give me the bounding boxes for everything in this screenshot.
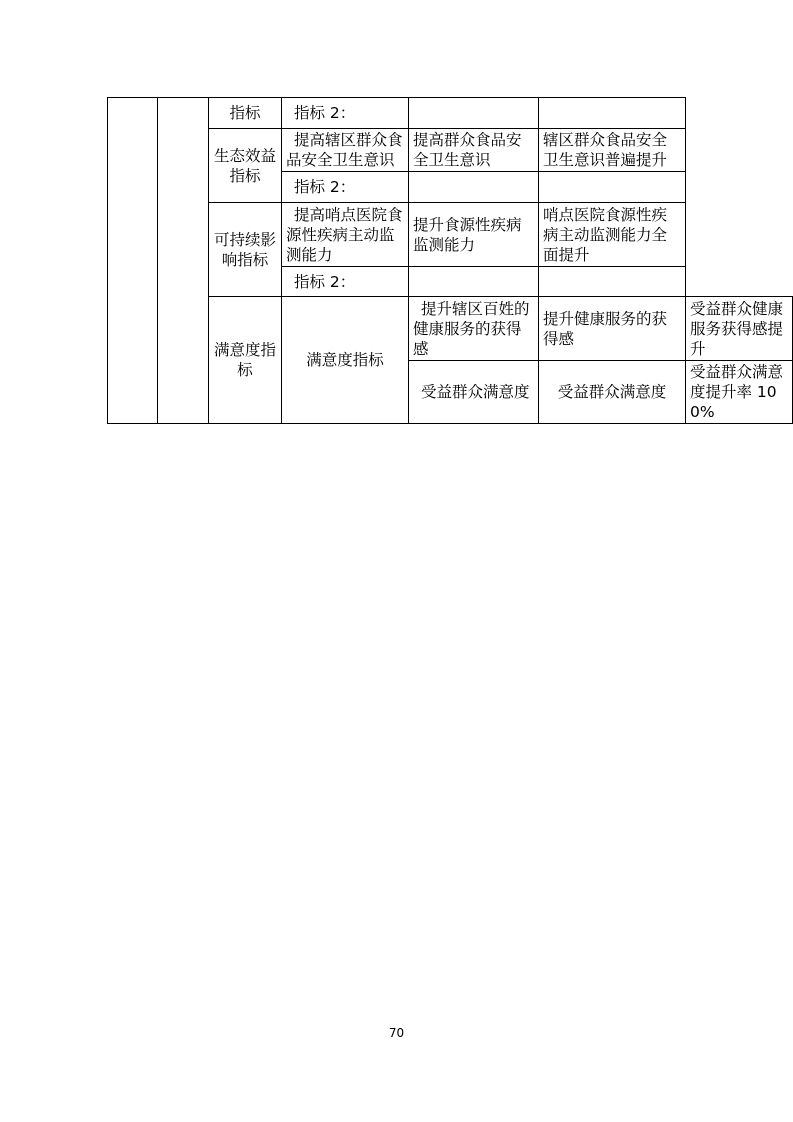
indicator-name-cell: 指标 2： xyxy=(282,267,409,297)
sustainable-impact-indicator-cell: 可持续影响指标 xyxy=(209,203,282,297)
table-row xyxy=(108,297,793,361)
table-row xyxy=(108,203,793,267)
indicator-value-cell: 哨点医院食源性疾病主动监测能力全面提升 xyxy=(539,203,686,267)
indicator-target-cell: 受益群众满意度 xyxy=(539,361,686,424)
indicator-target-cell: 提高群众食品安全卫生意识 xyxy=(409,129,539,172)
indicator-target-cell xyxy=(409,172,539,203)
indicator-name-cell: 指标 2： xyxy=(282,172,409,203)
indicator-target-cell: 提升健康服务的获得感 xyxy=(539,297,686,361)
table-row xyxy=(108,129,793,172)
indicator-target-cell: 提升食源性疾病监测能力 xyxy=(409,203,539,267)
indicator-value-cell: 受益群众健康服务获得感提升 xyxy=(686,297,793,361)
indicator-value-cell xyxy=(539,267,686,297)
indicator-target-cell xyxy=(409,98,539,129)
satisfaction-third-level-cell: 满意度指标 xyxy=(282,297,409,424)
table-row xyxy=(108,98,793,129)
indicator-name-cell: 受益群众满意度 xyxy=(409,361,539,424)
indicator-name-cell: 提高哨点医院食源性疾病主动监测能力 xyxy=(282,203,409,267)
second-level-indicator-cell xyxy=(158,98,209,424)
indicator-name-cell: 提高辖区群众食品安全卫生意识 xyxy=(282,129,409,172)
ecological-benefit-indicator-cell: 生态效益指标 xyxy=(209,129,282,203)
indicator-value-cell: 辖区群众食品安全卫生意识普遍提升 xyxy=(539,129,686,172)
indicator-name-cell: 指标 2： xyxy=(282,98,409,129)
first-level-indicator-cell xyxy=(108,98,158,424)
indicator-value-cell xyxy=(539,98,686,129)
third-level-indicator-cell: 指标 xyxy=(209,98,282,129)
indicator-value-cell: 受益群众满意度提升率 100% xyxy=(686,361,793,424)
indicator-target-cell xyxy=(409,267,539,297)
satisfaction-second-level-cell: 满意度指标 xyxy=(209,297,282,424)
page-number: 70 xyxy=(388,1026,405,1040)
indicator-name-cell: 提升辖区百姓的健康服务的获得感 xyxy=(409,297,539,361)
indicator-value-cell xyxy=(539,172,686,203)
performance-indicator-table xyxy=(107,97,793,424)
